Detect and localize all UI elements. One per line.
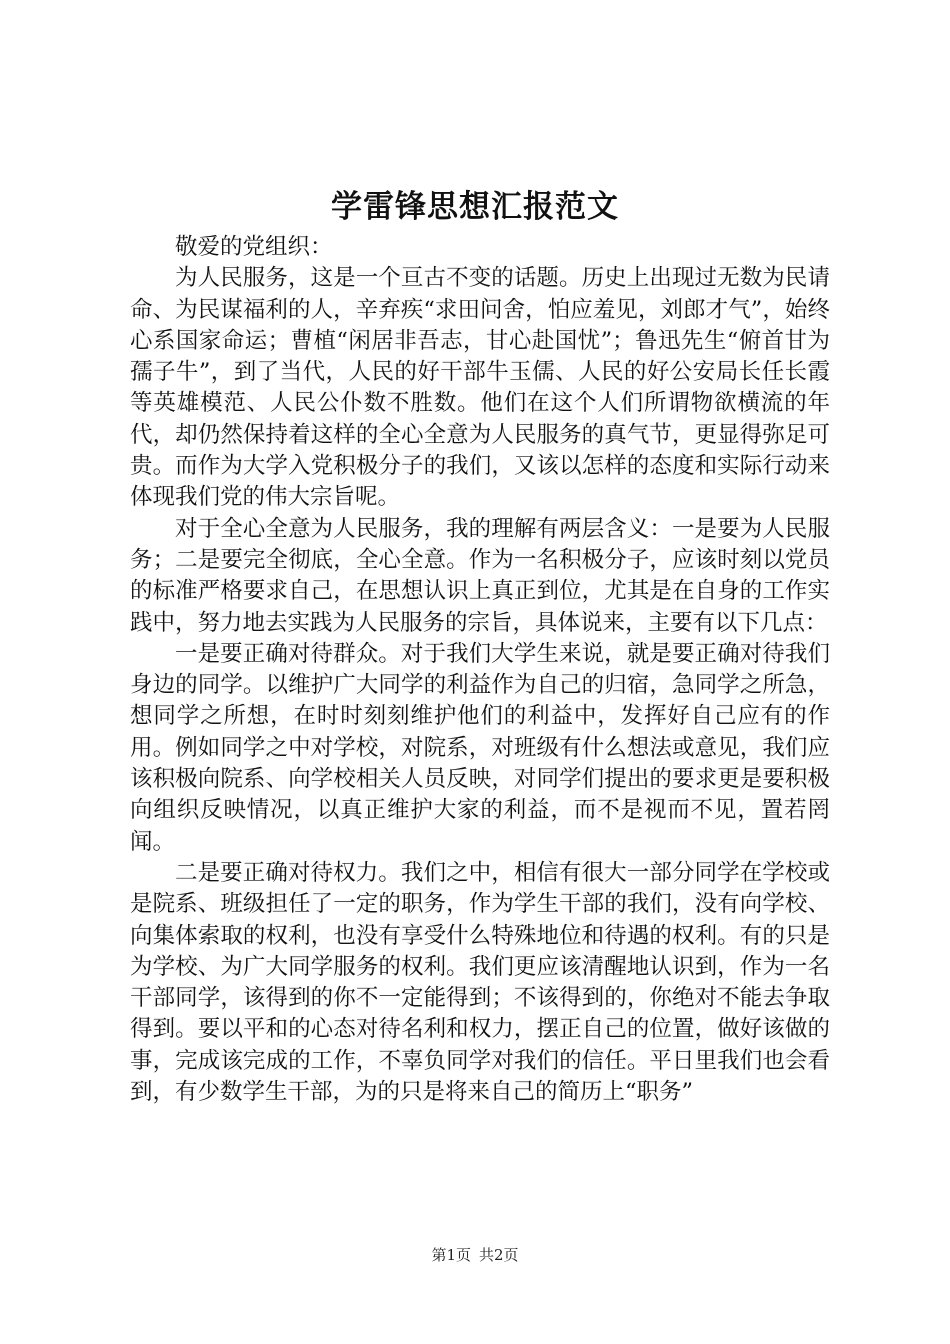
paragraph-4: 二是要正确对待权力。我们之中，相信有很大一部分同学在学校或是院系、班级担任了一定的职务，作为学生干部的我们，没有向学校、向集体索取的权利，也没有享受什么特殊地位和待遇的权利。有的只是为学校、为广大同学服务的权利。我们更应该清醒地认识到，作为一名干部同学，该得到的你不一定能得到；不该得到的，你绝对不能去争取得到。要以平和的心态对待名利和权力，摆正自己的位置，做好该做的事，完成该完成的工作，不辜负同学对我们的信任。平日里我们也会看到，有少数学生干部，为的只是将来自己的简历上“职务”	[130, 859, 830, 1106]
document-title: 学雷锋思想汇报范文	[331, 189, 619, 225]
page-number-total: 共2页	[479, 1246, 519, 1264]
page-footer	[0, 1245, 950, 1265]
salutation: 敬爱的党组织：	[175, 234, 333, 260]
paragraph-2: 对于全心全意为人民服务，我的理解有两层含义：一是要为人民服务；二是要完全彻底，全心全意。作为一名积极分子，应该时刻以党员的标准严格要求自己，在思想认识上真正到位，尤其是在自身的工作实践中，努力地去实践为人民服务的宗旨，具体说来，主要有以下几点：	[130, 515, 830, 636]
paragraph-1: 为人民服务，这是一个亘古不变的话题。历史上出现过无数为民请命、为民谋福利的人，辛弃疾“求田问舍，怕应羞见，刘郎才气”，始终心系国家命运；曹植“闲居非吾志，甘心赴国忧”；鲁迅先生“俯首甘为孺子牛”，到了当代，人民的好干部牛玉儒、人民的好公安局长任长霞等英雄模范、人民公仆数不胜数。他们在这个人们所谓物欲横流的年代，却仍然保持着这样的全心全意为人民服务的真气节，更显得弥足可贵。而作为大学入党积极分子的我们，又该以怎样的态度和实际行动来体现我们党的伟大宗旨呢。	[130, 265, 830, 511]
document-body	[130, 232, 830, 1108]
paragraph-3: 一是要正确对待群众。对于我们大学生来说，就是要正确对待我们身边的同学。以维护广大同学的利益作为自己的归宿，急同学之所急，想同学之所想，在时时刻刻维护他们的利益中，发挥好自己应有的作用。例如同学之中对学校，对院系，对班级有什么想法或意见，我们应该积极向院系、向学校相关人员反映，对同学们提出的要求更是要积极向组织反映情况，以真正维护大家的利益，而不是视而不见，置若罔闻。	[130, 640, 830, 855]
page-number-current: 第1页	[431, 1246, 471, 1264]
